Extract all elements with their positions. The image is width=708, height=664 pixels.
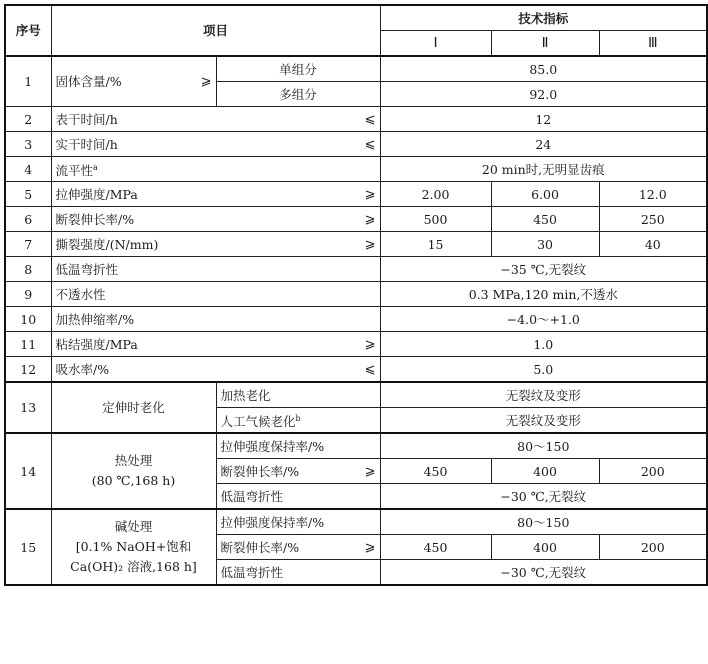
item-name <box>51 332 380 357</box>
item-name: 定伸时老化 <box>51 382 216 433</box>
value-cell: 5.0 <box>380 357 707 383</box>
header-grade-3: Ⅲ <box>599 31 707 57</box>
row-number: 7 <box>5 232 51 257</box>
item-name <box>51 56 216 107</box>
item-label: 流平性 <box>55 163 94 179</box>
row-number: 1 <box>5 56 51 107</box>
value-grade-1: 450 <box>380 535 491 560</box>
table-row <box>5 282 707 307</box>
item-label: 热处理 <box>114 453 153 468</box>
row-number: 10 <box>5 307 51 332</box>
value-grade-2: 450 <box>491 207 599 232</box>
table-row <box>5 332 707 357</box>
table-row <box>5 307 707 332</box>
value-grade-2: 400 <box>491 535 599 560</box>
item-label: 吸水率/% <box>55 361 110 377</box>
sub-item-label: 断裂伸长率/% <box>220 539 300 555</box>
value-grade-1: 450 <box>380 459 491 484</box>
value-grade-3: 40 <box>599 232 707 257</box>
value-grade-1: 15 <box>380 232 491 257</box>
table-row <box>5 157 707 182</box>
item-label: 拉伸强度/MPa <box>55 186 138 202</box>
sub-item: 低温弯折性 <box>216 484 380 510</box>
value-cell: −30 ℃,无裂纹 <box>380 484 707 510</box>
value-cell: 24 <box>380 132 707 157</box>
table-row <box>5 357 707 383</box>
table-row <box>5 382 707 408</box>
comparison-symbol: ⩾ <box>364 236 376 252</box>
value-cell: 无裂纹及变形 <box>380 382 707 408</box>
value-cell: −4.0～+1.0 <box>380 307 707 332</box>
sub-item <box>216 535 380 560</box>
sub-item <box>216 408 380 434</box>
item-name <box>51 157 380 182</box>
value-grade-1: 2.00 <box>380 182 491 207</box>
table-row <box>5 107 707 132</box>
table-row <box>5 207 707 232</box>
sub-item: 多组分 <box>216 82 380 107</box>
item-name <box>51 182 380 207</box>
sub-item <box>216 459 380 484</box>
item-label: 撕裂强度/(N/mm) <box>55 236 159 252</box>
table-row <box>5 509 707 535</box>
item-name <box>51 107 380 132</box>
item-name <box>51 509 216 585</box>
spec-sheet <box>4 4 706 664</box>
row-number: 5 <box>5 182 51 207</box>
header-grade-1: Ⅰ <box>380 31 491 57</box>
value-cell: 1.0 <box>380 332 707 357</box>
value-grade-3: 200 <box>599 535 707 560</box>
item-name: 不透水性 <box>51 282 380 307</box>
item-name: 低温弯折性 <box>51 257 380 282</box>
item-label: 断裂伸长率/% <box>55 211 135 227</box>
item-name: 加热伸缩率/% <box>51 307 380 332</box>
table-row <box>5 232 707 257</box>
item-name <box>51 132 380 157</box>
value-grade-1: 500 <box>380 207 491 232</box>
row-number: 2 <box>5 107 51 132</box>
table-row <box>5 257 707 282</box>
sub-item: 加热老化 <box>216 382 380 408</box>
comparison-symbol: ⩽ <box>364 361 376 377</box>
header-tech: 技术指标 <box>380 5 707 31</box>
value-cell: 85.0 <box>380 56 707 82</box>
table-row <box>5 132 707 157</box>
item-condition: [0.1% NaOH+饱和 <box>75 539 192 554</box>
value-grade-2: 6.00 <box>491 182 599 207</box>
sub-item: 单组分 <box>216 56 380 82</box>
value-cell: −35 ℃,无裂纹 <box>380 257 707 282</box>
header-seq: 序号 <box>5 5 51 56</box>
row-number: 12 <box>5 357 51 383</box>
value-grade-2: 400 <box>491 459 599 484</box>
row-number: 11 <box>5 332 51 357</box>
header-item: 项目 <box>51 5 380 56</box>
value-grade-2: 30 <box>491 232 599 257</box>
comparison-symbol: ⩾ <box>364 186 376 202</box>
row-number: 15 <box>5 509 51 585</box>
sub-item-label: 人工气候老化 <box>220 414 296 430</box>
item-label: 粘结强度/MPa <box>55 336 138 352</box>
value-cell: 12 <box>380 107 707 132</box>
comparison-symbol: ⩾ <box>364 463 376 479</box>
value-cell: 无裂纹及变形 <box>380 408 707 434</box>
table-row <box>5 433 707 459</box>
row-number: 3 <box>5 132 51 157</box>
table-row <box>5 182 707 207</box>
footnote-mark: b <box>295 413 301 423</box>
row-number: 6 <box>5 207 51 232</box>
value-cell: 20 min时,无明显齿痕 <box>380 157 707 182</box>
footnote-mark: a <box>93 162 98 172</box>
comparison-symbol: ⩽ <box>364 111 376 127</box>
value-cell: 92.0 <box>380 82 707 107</box>
item-condition: (80 ℃,168 h) <box>91 473 176 488</box>
value-cell: 80～150 <box>380 509 707 535</box>
item-label: 实干时间/h <box>55 136 118 152</box>
row-number: 4 <box>5 157 51 182</box>
item-name <box>51 357 380 383</box>
item-label: 固体含量/% <box>55 74 122 89</box>
item-name <box>51 232 380 257</box>
header-row <box>5 5 707 31</box>
sub-item: 低温弯折性 <box>216 560 380 586</box>
comparison-symbol: ⩾ <box>364 211 376 227</box>
item-name <box>51 433 216 509</box>
item-label: 表干时间/h <box>55 111 118 127</box>
value-cell: −30 ℃,无裂纹 <box>380 560 707 586</box>
value-cell: 80～150 <box>380 433 707 459</box>
table-row <box>5 56 707 82</box>
sub-item: 拉伸强度保持率/% <box>216 433 380 459</box>
value-grade-3: 200 <box>599 459 707 484</box>
comparison-symbol: ⩾ <box>364 539 376 555</box>
value-grade-3: 12.0 <box>599 182 707 207</box>
comparison-symbol: ⩽ <box>364 136 376 152</box>
item-condition: Ca(OH)₂ 溶液,168 h] <box>70 559 197 574</box>
sub-item-label: 断裂伸长率/% <box>220 463 300 479</box>
comparison-symbol: ⩾ <box>364 336 376 352</box>
comparison-symbol: ⩾ <box>200 74 212 89</box>
value-grade-3: 250 <box>599 207 707 232</box>
row-number: 9 <box>5 282 51 307</box>
row-number: 8 <box>5 257 51 282</box>
value-cell: 0.3 MPa,120 min,不透水 <box>380 282 707 307</box>
item-name <box>51 207 380 232</box>
sub-item: 拉伸强度保持率/% <box>216 509 380 535</box>
header-grade-2: Ⅱ <box>491 31 599 57</box>
row-number: 13 <box>5 382 51 433</box>
item-label: 碱处理 <box>114 519 153 534</box>
row-number: 14 <box>5 433 51 509</box>
spec-table <box>4 4 708 586</box>
